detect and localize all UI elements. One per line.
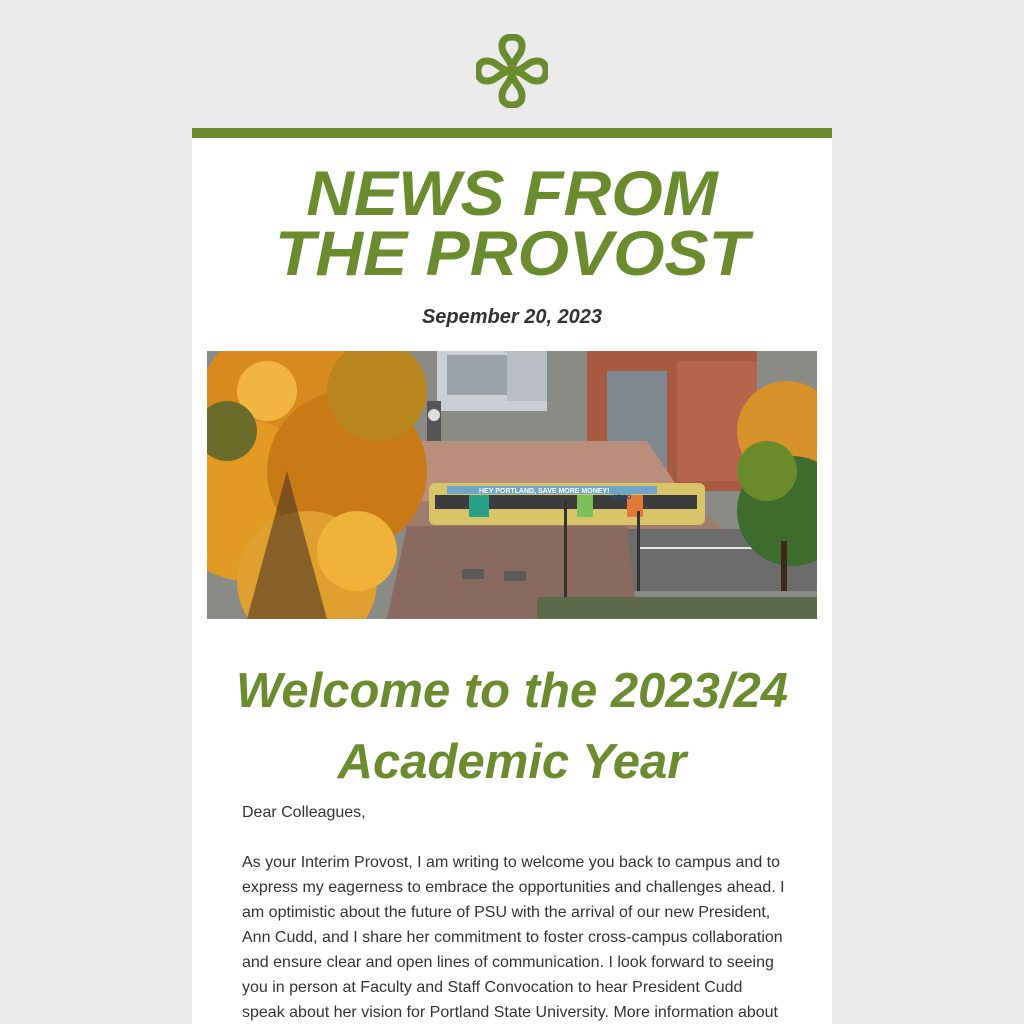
logo-header (0, 34, 1024, 108)
masthead-title (192, 159, 832, 289)
article-headline (192, 656, 832, 798)
accent-bar (192, 128, 832, 138)
newsletter-card (192, 128, 832, 1024)
paragraph-1: As your Interim Provost, I am writing to welcome you back to campus and to express my eagerness to embrace the opportunities and challenges ahead. I am optimistic about the future of PSU with the arrival of our new President, Ann Cudd, and I share her commitment to foster cross-campus collaboration and ensure clear and open lines of communication. I look forward to seeing you in person at Faculty and Staff Convocation to hear President Cudd speak about her vision for Portland State University. More information about (242, 854, 785, 1021)
greeting: Dear Colleagues, (242, 804, 366, 821)
masthead-line-1: NEWS FROM (306, 159, 718, 229)
article-body (242, 800, 787, 1024)
headline-line-2: Academic Year (337, 735, 687, 789)
headline-line-1: Welcome to the 2023/24 (236, 664, 788, 718)
issue-date: Sepember 20, 2023 (421, 306, 603, 328)
streetcar-brand-text: GEICO (612, 495, 632, 501)
masthead-line-2: THE PROVOST (274, 219, 750, 289)
hero-image (207, 351, 817, 619)
streetcar-banner-text: HEY PORTLAND, SAVE MORE MONEY! (479, 488, 610, 495)
psu-logo-icon[interactable] (476, 34, 548, 108)
campus-photo-image (207, 351, 817, 619)
